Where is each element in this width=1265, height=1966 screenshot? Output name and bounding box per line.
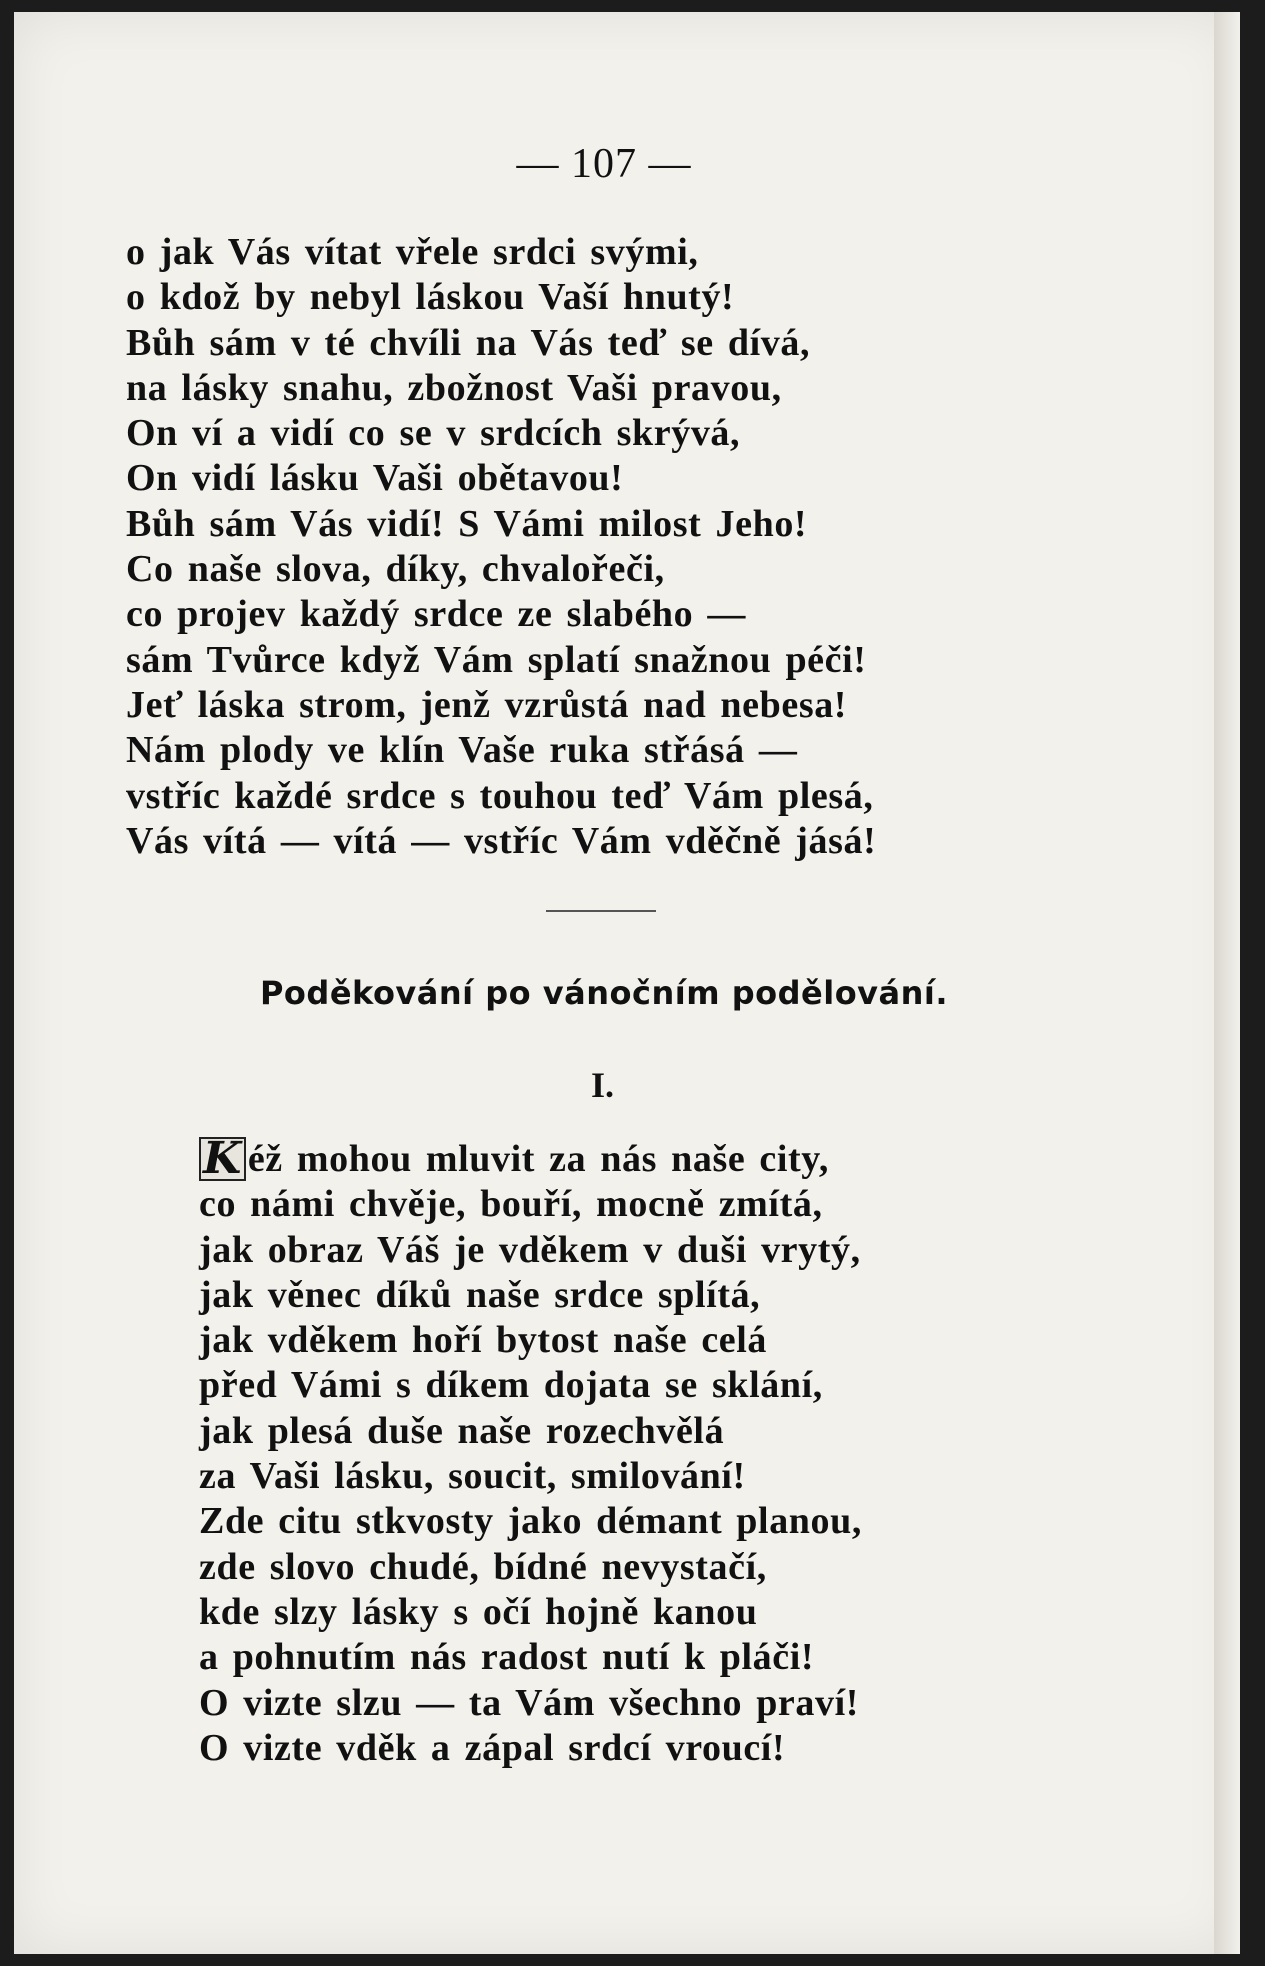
- poem-line: On ví a vidí co se v srdcích skrývá,: [126, 412, 741, 455]
- poem-line: Jeť láska strom, jenž vzrůstá nad nebesa!: [126, 683, 848, 726]
- poem-stanza-2: [199, 1133, 862, 1771]
- poem-line: Vás vítá — vítá — vstříc Vám vděčně jásá!: [126, 819, 877, 862]
- poem-line: sám Tvůrce když Vám splatí snažnou péči!: [126, 638, 867, 681]
- poem-line: před Vámi s díkem dojata se sklání,: [199, 1364, 823, 1407]
- poem-line: o kdož by nebyl láskou Vaší hnutý!: [126, 276, 735, 319]
- poem-line: co projev každý srdce ze slabého —: [126, 593, 746, 636]
- section-divider: [546, 910, 656, 912]
- poem-line: na lásky snahu, zbožnost Vaši pravou,: [126, 366, 782, 409]
- poem-line: o jak Vás vítat vřele srdci svými,: [126, 231, 699, 273]
- poem-stanza-1: [126, 230, 876, 864]
- poem-line: Co naše slova, díky, chvalořeči,: [126, 548, 665, 591]
- poem-line: On vidí lásku Vaši obětavou!: [126, 457, 624, 500]
- poem-line-first: [199, 1133, 862, 1184]
- page-edge-shadow: [1214, 12, 1240, 1954]
- poem-line: kde slzy lásky s očí hojně kanou: [199, 1590, 758, 1633]
- poem-line: vstříc každé srdce s touhou teď Vám plesá,: [126, 774, 874, 817]
- poem-line: jak plesá duše naše rozechvělá: [199, 1409, 725, 1452]
- section-number: I.: [591, 1065, 615, 1105]
- decorative-initial: K: [199, 1137, 246, 1181]
- poem-line: O vizte slzu — ta Vám všechno praví!: [199, 1681, 860, 1724]
- poem-line: a pohnutím nás radost nutí k pláči!: [199, 1636, 815, 1679]
- book-page: [14, 12, 1240, 1954]
- poem-line: zde slovo chudé, bídné nevystačí,: [199, 1545, 767, 1588]
- poem-line: Nám plody ve klín Vaše ruka střásá —: [126, 729, 798, 772]
- poem-line: za Vaši lásku, soucit, smilování!: [199, 1455, 746, 1498]
- page-number: — 107 —: [516, 141, 692, 187]
- poem-line: jak věnec díků naše srdce splítá,: [199, 1273, 761, 1316]
- poem-line: jak vděkem hoří bytost naše celá: [199, 1319, 768, 1362]
- poem-line: Bůh sám v té chvíli na Vás teď se dívá,: [126, 321, 811, 364]
- poem-line: co námi chvěje, bouří, mocně zmítá,: [199, 1183, 823, 1226]
- poem-line-rest: éž mohou mluvit za nás naše city,: [247, 1138, 829, 1180]
- poem-line: O vizte vděk a zápal srdcí vroucí!: [199, 1726, 786, 1769]
- section-title: Poděkování po vánočním podělování.: [259, 974, 949, 1012]
- poem-line: Bůh sám Vás vidí! S Vámi milost Jeho!: [126, 502, 808, 545]
- poem-line: jak obraz Váš je vděkem v duši vrytý,: [199, 1228, 861, 1271]
- poem-line: Zde citu stkvosty jako démant planou,: [199, 1500, 862, 1543]
